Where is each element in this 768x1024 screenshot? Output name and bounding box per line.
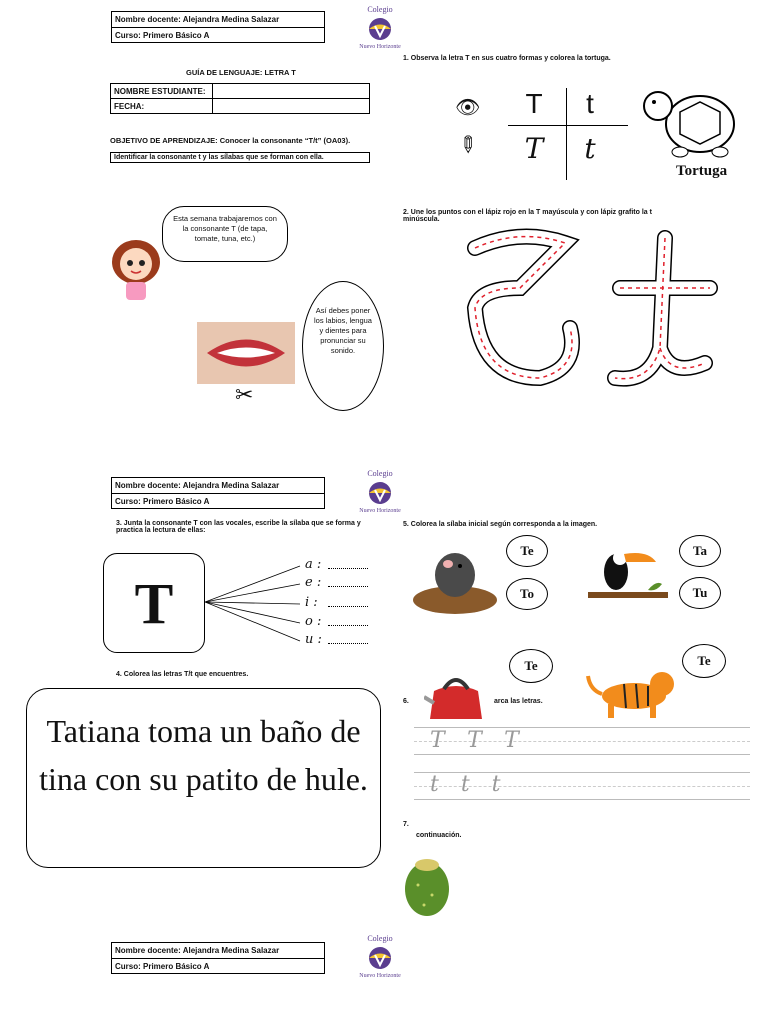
course-label: Curso: Primero Básico A — [115, 497, 210, 506]
syllable-mole-1[interactable]: Te — [506, 535, 548, 567]
pencil-icon: ✎ — [452, 129, 483, 161]
question-4: 4. Colorea las letras T/t que encuentres. — [116, 671, 249, 678]
letter-upper-print: T — [525, 88, 543, 119]
grid-vline — [566, 88, 567, 180]
course-label: Curso: Primero Básico A — [115, 962, 210, 971]
student-name-field[interactable] — [213, 84, 370, 99]
school-logo — [355, 931, 405, 981]
answer-line-u[interactable] — [328, 643, 368, 644]
teacher-label: Nombre docente: Alejandra Medina Salazar — [112, 478, 324, 494]
syllable-tiger[interactable]: Te — [682, 644, 726, 678]
school-logo — [355, 466, 405, 516]
turtle-illustration — [640, 82, 740, 160]
toucan-illustration — [588, 540, 668, 605]
speech-bubble-1: Esta semana trabajaremos con la consonante T (de tapa, tomate, tuna, etc.) — [162, 206, 288, 262]
syllable-mole-2[interactable]: To — [506, 578, 548, 610]
question-6-text: arca las letras. — [494, 698, 543, 705]
scissors-icon: ✂ — [235, 382, 254, 407]
header-box-3 — [111, 942, 325, 974]
tiger-illustration — [584, 660, 679, 720]
answer-line-a[interactable] — [328, 568, 368, 569]
svg-text:Nuevo Horizonte: Nuevo Horizonte — [359, 508, 401, 514]
date-label: FECHA: — [111, 99, 213, 114]
question-2: 2. Une los puntos con el lápiz rojo en la T mayúscula y con lápiz grafito la t minúscula. — [403, 209, 652, 223]
syllable-kettle[interactable]: Te — [509, 649, 553, 683]
date-field[interactable] — [213, 99, 370, 114]
eye-icon: 👁 — [455, 97, 481, 119]
question-7-number: 7. — [403, 821, 409, 828]
svg-text:Colegio: Colegio — [367, 469, 393, 478]
question-6-number: 6. — [403, 698, 409, 705]
vowel-i: i : — [305, 595, 318, 610]
answer-line-o[interactable] — [328, 625, 368, 626]
vowel-u: u : — [305, 632, 322, 647]
trace-lower-t: ttt — [430, 772, 523, 797]
letter-upper-cursive: T — [524, 132, 544, 165]
grid-hline — [508, 125, 628, 126]
question-7-text: continuación. — [416, 832, 462, 839]
answer-line-e[interactable] — [328, 586, 368, 587]
teacher-label: Nombre docente: Alejandra Medina Salazar — [112, 12, 324, 28]
question-3: 3. Junta la consonante T con las vocales, escribe la sílaba que se forma y practica la lectura de ellas: — [116, 520, 361, 534]
teacher-label: Nombre docente: Alejandra Medina Salazar — [112, 943, 324, 959]
header-box-1 — [111, 11, 325, 43]
connector-lines — [205, 560, 305, 650]
vowel-a: a : — [305, 557, 322, 572]
svg-text:Nuevo Horizonte: Nuevo Horizonte — [359, 44, 401, 50]
mole-illustration — [410, 540, 500, 615]
vowel-e: e : — [305, 575, 322, 590]
syllable-toucan-2[interactable]: Tu — [679, 577, 721, 609]
kettle-illustration — [424, 671, 489, 721]
objective-box: Identificar la consonante t y las sílabas que se forman con ella. — [110, 152, 370, 163]
letter-lower-cursive: t — [584, 132, 596, 165]
vowel-o: o : — [305, 614, 322, 629]
question-1: 1. Observa la letra T en sus cuatro formas y colorea la tortuga. — [403, 55, 611, 62]
question-5: 5. Colorea la sílaba inicial según corresponda a la imagen. — [403, 521, 598, 528]
svg-text:Colegio: Colegio — [367, 5, 393, 14]
tracing-letters — [460, 228, 730, 398]
answer-line-i[interactable] — [328, 606, 368, 607]
student-name-label: NOMBRE ESTUDIANTE: — [111, 84, 213, 99]
course-label: Curso: Primero Básico A — [115, 31, 210, 40]
school-logo — [355, 2, 405, 52]
trace-upper-T: TTT — [430, 728, 541, 753]
tuna-fruit-illustration — [400, 855, 454, 919]
svg-text:Nuevo Horizonte: Nuevo Horizonte — [359, 973, 401, 979]
svg-text:Colegio: Colegio — [367, 934, 393, 943]
syllable-toucan-1[interactable]: Ta — [679, 535, 721, 567]
big-letter-T: T — [103, 553, 205, 653]
objective: OBJETIVO DE APRENDIZAJE: Conocer la consonante “T/t” (OA03). — [110, 136, 351, 145]
turtle-label: Tortuga — [676, 163, 728, 179]
student-table — [110, 83, 370, 114]
header-box-2 — [111, 477, 325, 509]
mouth-image — [197, 322, 295, 384]
speech-bubble-2: Así debes poner los labios, lengua y dientes para pronunciar su sonido. — [302, 281, 384, 411]
guide-title: GUÍA DE LENGUAJE: LETRA T — [186, 68, 296, 77]
sentence-box: Tatiana toma un baño de tina con su patito de hule. — [26, 688, 381, 868]
letter-lower-print: t — [586, 88, 594, 119]
